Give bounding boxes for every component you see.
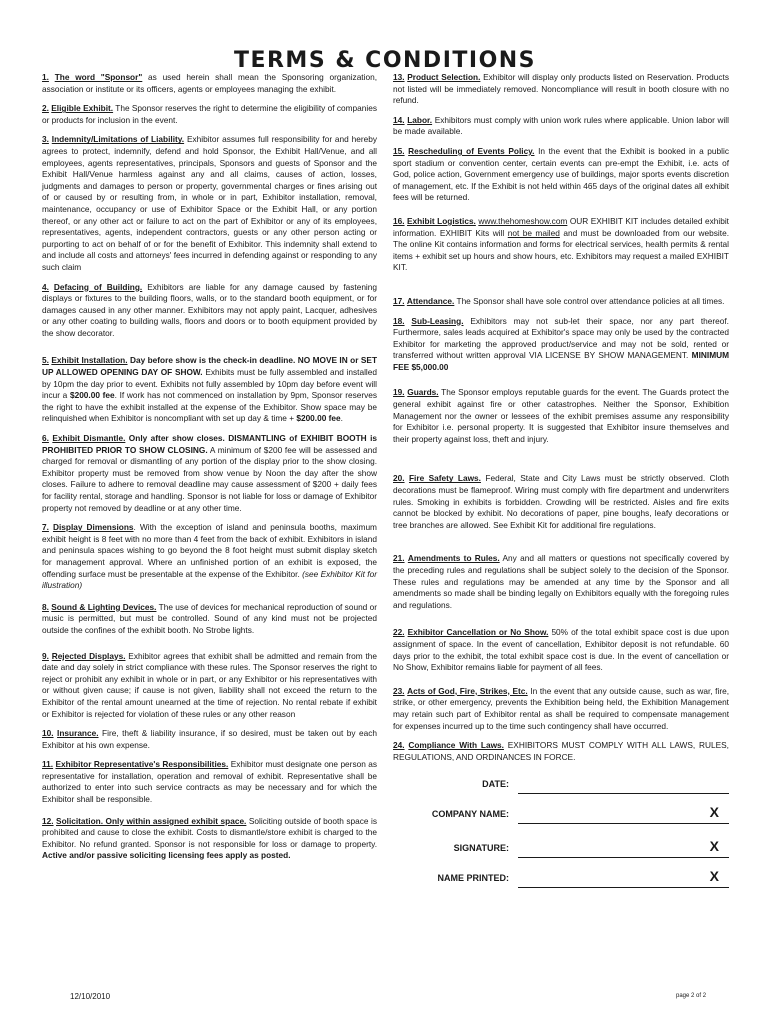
company-row bbox=[393, 804, 729, 839]
section-14 bbox=[393, 115, 729, 138]
section-17 bbox=[393, 296, 729, 308]
section-text: A minimum of $200 fee will be assessed and charged for removal or dismantling of any portion of the display prior to the show closing. Exhibitor property must be removed from show venue by Noon the day after the show closes. Failure to adhere to removal deadline may cause assessment of $200 + daily fees for facility rental, storage and handling. Sponsor is not liable for loss or damage of Exhibitor property not removed by deadline or at any other time. bbox=[42, 444, 377, 513]
name-printed-row bbox=[393, 868, 729, 903]
section-title: Exhibitor Cancellation or No Show. bbox=[407, 627, 549, 638]
section-text: Exhibitor agrees that exhibit shall be admitted and remain from the date and day solely in strict compliance with these rules. The Sponsor reserves the right to reject or prohibit any exhibit in whole or in part, or any Exhibitor or his representatives with or without given cause; if cause is not given, liability shall not exceed the return to the Exhibitor of the rental amount unearned at the time of rejection. No rental rebate if exhibit or Exhibitor is rejected for violation of these rules or any other reason bbox=[42, 650, 377, 719]
section-number: 16. bbox=[393, 215, 405, 226]
section-text: The Sponsor shall have sole control over attendance policies at all times. bbox=[454, 295, 725, 306]
signature-block bbox=[393, 779, 729, 903]
section-text: Exhibits must be fully assembled and installed by 10pm the day prior to event. Exhibits not fully assembled by 10pm day before event will incur a bbox=[42, 367, 377, 401]
section-text: EXHIBITORS MUST COMPLY WITH ALL LAWS, RULES, REGULATIONS, AND ORDINANCES IN FORCE. bbox=[393, 740, 729, 762]
section-text: Exhibitor will display only products listed on Reservation. Products not listed will be immediately removed. Noncompliance will result in booth closure with no refund. bbox=[393, 72, 729, 106]
section-13 bbox=[393, 72, 729, 107]
section-title: Exhibit Dismantle. bbox=[52, 433, 126, 444]
section-text: Exhibitors may not sub-let their space, nor any part thereof. Furthermore, sales leads acquired at Exhibitor's space may only be used by the contracted Exhibitor for marketing the approved product/service and may not be sold, rented or transferred without written approval VIA LICENSE BY SHOW MANAGEMENT. bbox=[393, 315, 729, 361]
section-text: Federal, State and City Laws must be strictly observed. Cloth decorations must be flameproof. Wiring must comply with fire department and underwriters rules. Smoking in exhibits is forbidden. Crowding will be restricted. Aisles and fire exits cannot be blocked by exhibit. No decorations of paper, pine boughs, leafy decorations or tree branches are allowed. See Exhibit Kit for additional fire regulations. bbox=[393, 473, 729, 530]
signature-field[interactable] bbox=[518, 857, 729, 858]
section-text: Fire, theft & liability insurance, if so desired, must be taken out by each Exhibitor at his own expense. bbox=[42, 728, 377, 750]
signature-label: SIGNATURE: bbox=[453, 843, 509, 854]
section-text: as used herein shall mean the Sponsoring organization, association or institute or its officers, agents or employees managing the exhibit. bbox=[42, 72, 377, 94]
section-bold-text: Only after show closes. DISMANTLING of EXHIBIT BOOTH is PROHIBITED PRIOR TO SHOW CLOSING. bbox=[42, 433, 378, 455]
section-number: 4. bbox=[42, 281, 49, 292]
section-20 bbox=[393, 473, 729, 531]
section-text: Exhibitors are liable for any damage caused by fastening displays or fixtures to the building floors, walls, or to the standard booth equipment, or for damages caused in any other manner. Exhibitors may not apply paint, Lacquer, adhesives or any other coating to building walls, floors and doors or to booth equipment provided by the show decorator. bbox=[42, 281, 378, 338]
footer-page-number: page 2 of 2 bbox=[676, 993, 707, 999]
company-name-label: COMPANY NAME: bbox=[431, 809, 509, 820]
section-note: (see Exhibitor Kit for illustration) bbox=[42, 568, 377, 591]
section-number: 1. bbox=[42, 72, 49, 82]
section-title: Insurance. bbox=[57, 728, 99, 739]
section-number: 8. bbox=[42, 601, 49, 612]
section-title: Product Selection. bbox=[407, 72, 481, 82]
section-10 bbox=[42, 728, 377, 751]
section-number: 9. bbox=[42, 650, 49, 661]
section-number: 6. bbox=[42, 433, 49, 444]
section-title: Rejected Displays. bbox=[51, 650, 126, 661]
section-title: Eligible Exhibit. bbox=[51, 103, 114, 114]
section-number: 22. bbox=[393, 627, 405, 638]
section-text: . bbox=[340, 413, 343, 424]
section-title: Amendments to Rules. bbox=[407, 553, 500, 564]
section-number: 20. bbox=[393, 473, 405, 484]
fee-amount: $200.00 fee bbox=[69, 390, 115, 401]
section-11 bbox=[42, 759, 377, 805]
section-number: 21. bbox=[393, 553, 405, 564]
section-1 bbox=[42, 72, 377, 95]
section-number: 11. bbox=[42, 759, 54, 770]
date-row bbox=[393, 779, 729, 809]
section-7 bbox=[42, 522, 377, 592]
section-title: Rescheduling of Events Policy. bbox=[408, 145, 535, 156]
x-mark: X bbox=[709, 868, 719, 885]
section-number: 3. bbox=[42, 134, 49, 145]
section-bold-text: Day before show is the check-in deadline. NO MOVE IN or SET UP ALLOWED OPENING DAY OF SHOW. bbox=[42, 355, 378, 378]
section-title: Display Dimensions bbox=[52, 522, 134, 533]
section-title: Acts of God, Fire, Strikes, Etc. bbox=[407, 685, 528, 696]
section-16 bbox=[393, 216, 729, 274]
section-title: Sub-Leasing. bbox=[411, 315, 464, 326]
section-text: Exhibitor assumes full responsibility for and hereby agrees to protect, indemnify, defend and hold Sponsor, the Exhibit Hall/Venue, and all employees, agents representatives, principals, Sponsors and guests of Sponsor and the Exhibit Hall/Venue harmless against any and all claims, causes of action, losses, judgments and damages to person or property, governmental charges or fines arising out of or caused by or resulting from, in whole or in part, Exhibitor installation, removal, maintenance, occupancy or use of Exhibitor Space or the Exhibit Hall, or any portion thereof, or any other act or failure to act on the part of Exhibitor or any of its employees, representatives, agents, independent contractors, guests or any other person acting or purporting to act on behalf of or for the benefit of Exhibitor. This indemnity shall extend to and include all costs and attorneys' fees incurred in defending against or responding to any such claim bbox=[42, 134, 377, 272]
section-19 bbox=[393, 387, 729, 445]
section-6 bbox=[42, 433, 377, 514]
section-3 bbox=[42, 134, 377, 273]
date-label: DATE: bbox=[482, 779, 509, 790]
section-title: Labor. bbox=[407, 114, 433, 125]
section-number: 23. bbox=[393, 685, 405, 696]
section-text: The Sponsor employs reputable guards for the event. The Guards protect the general exhibit against fire or other catastrophes. Neither the Sponsor, Exhibition Management nor the owner or lessees of the exhibit premises assume any responsibility for Exhibitor i.e. personal property. It is suggested that Exhibitor insure themselves and their property against loss, theft and injury. bbox=[393, 387, 729, 444]
page-title: TERMS & CONDITIONS bbox=[233, 48, 537, 73]
section-title: The word "Sponsor" bbox=[54, 72, 143, 82]
section-title: Defacing of Building. bbox=[53, 281, 143, 292]
section-4 bbox=[42, 282, 377, 340]
section-15 bbox=[393, 146, 729, 204]
x-mark: X bbox=[709, 804, 719, 821]
signature-row bbox=[393, 838, 729, 873]
section-text: Soliciting outside of booth space is prohibited and cause to close the exhibit. Costs to dismantle/store exhibit is charged to the Exhibitor. No refund granted. Sponsor is not responsible for loss or damage to property. bbox=[42, 815, 378, 849]
section-bold-text: Active and/or passive soliciting licensing fees apply as posted. bbox=[42, 850, 291, 861]
section-21 bbox=[393, 553, 729, 611]
section-18 bbox=[393, 316, 729, 374]
section-text: Any and all matters or questions not specifically covered by the preceding rules and regulations shall be subject solely to the decision of the Sponsor. These rules and regulations may be amended at any time by the Sponsor and all amendments so made shall be binding legally on Exhibitors equally with the foregoing rules and regulations. bbox=[393, 553, 729, 610]
section-number: 24. bbox=[393, 740, 405, 751]
fee-amount: MINIMUM FEE $5,000.00 bbox=[393, 350, 730, 372]
footer-date: 12/10/2010 bbox=[70, 992, 111, 1001]
section-title: Attendance. bbox=[406, 295, 455, 306]
section-number: 10. bbox=[42, 728, 54, 739]
section-text: and must be downloaded from our website. The online Kit contains information and forms for electrical services, health permits & rental items + exhibit set up hours and show hours, etc. Exhibitors may request a mailed EXHIBIT KIT. bbox=[393, 227, 729, 273]
left-column bbox=[42, 72, 377, 870]
x-mark: X bbox=[709, 838, 719, 855]
section-23 bbox=[393, 686, 729, 732]
section-text: In the event that any outside cause, such as war, fire, strike, or other emergency, prevents the Exhibition being held, the Exhibition Management may retain such part of Exhibitor rental as shall be required to compensate management for expenses incurred up to the time such contingency shall have occurred. bbox=[393, 685, 730, 731]
section-text: Exhibitor must designate one person as representative for installation, operation and removal of exhibit. Representative shall be authorized to enter into such service contracts as may be necessary and for which the Exhibitor shall be responsible. bbox=[42, 759, 377, 805]
section-number: 2. bbox=[42, 103, 49, 114]
section-text: 50% of the total exhibit space cost is due upon assignment of space. In the event of cancellation, Exhibitor deposit is not refundable. 60 days prior to the exhibit, the total exhibit space cost is due. In the event of cancellation or No Show, Exhibitor remains liable for payment of all fees. bbox=[393, 627, 729, 673]
section-text: In the event that the Exhibit is booked in a public sport stadium or convention center, certain events can pre-empt the Exhibit, i.e. acts of God, police action, Government emergency use of buildings, major sports events discretion of management, etc. If the Exhibit is not held within 465 days of the original dates all exhibit fees will be returned. bbox=[393, 145, 729, 203]
section-text: The use of devices for mechanical reproduction of sound or music is permitted, but must be controlled. Sound of any kind must not be projected outside the confines of the exhibit booth. bbox=[42, 601, 377, 635]
section-number: 13. bbox=[393, 72, 405, 82]
website-link[interactable]: www.thehomeshow.com bbox=[478, 215, 568, 226]
section-number: 15. bbox=[393, 145, 405, 156]
fee-amount: $200.00 fee bbox=[296, 413, 341, 424]
section-title: Exhibitor Representative's Responsibilities. bbox=[55, 759, 229, 770]
section-number: 12. bbox=[42, 815, 54, 826]
section-number: 5. bbox=[42, 355, 49, 366]
section-8 bbox=[42, 602, 377, 637]
section-title: Exhibit Installation. bbox=[51, 355, 128, 366]
section-number: 18. bbox=[393, 315, 405, 326]
section-number: 7. bbox=[42, 522, 49, 533]
section-12 bbox=[42, 816, 377, 862]
name-printed-field[interactable] bbox=[518, 887, 729, 888]
company-name-field[interactable] bbox=[518, 823, 729, 824]
section-2 bbox=[42, 103, 377, 126]
right-column bbox=[393, 72, 729, 903]
section-title: Sound & Lighting Devices. bbox=[51, 601, 157, 612]
section-number: 19. bbox=[393, 387, 405, 398]
section-text: No Strobe lights. bbox=[192, 624, 255, 635]
section-5 bbox=[42, 355, 377, 425]
section-title: Solicitation. Only within assigned exhibit space. bbox=[56, 815, 247, 826]
section-text: OUR EXHIBIT KIT includes detailed exhibit information. EXHIBIT Kits will bbox=[393, 215, 729, 238]
section-22 bbox=[393, 627, 729, 673]
section-title: Compliance With Laws. bbox=[408, 740, 504, 751]
section-text: The Sponsor reserves the right to determine the eligibility of companies or products for inclusion in the event. bbox=[42, 103, 377, 125]
section-text: Exhibitors must comply with union work rules where applicable. Union labor will be made available. bbox=[393, 114, 729, 137]
section-title: Exhibit Logistics. bbox=[407, 215, 476, 226]
section-24 bbox=[393, 740, 729, 763]
section-9 bbox=[42, 651, 377, 721]
emphasis-text: not be mailed bbox=[507, 227, 560, 238]
section-number: 14. bbox=[393, 114, 405, 125]
section-text: . With the exception of island and peninsula booths, maximum exhibit height is 8 feet with no more than 4 feet from the back of exhibit. Exhibitors in island and peninsula spaces wishing to go beyond the 8 foot height must submit display sketch for management approval. Where an unfinished portion of an exhibit is exposed, the offending surface must be presentable at the expense of the Exhibitor. bbox=[42, 522, 377, 579]
section-title: Guards. bbox=[407, 387, 439, 398]
name-printed-label: NAME PRINTED: bbox=[437, 873, 509, 884]
section-title: Fire Safety Laws. bbox=[408, 473, 481, 484]
section-number: 17. bbox=[393, 295, 405, 306]
section-text: . If work has not commenced on installation by 9pm, Sponsor reserves the right to have the exhibit installed at the expense of the Exhibitor. Show space may be relinquished when Exhibitor is noncompliant with set up day & time + bbox=[42, 390, 378, 424]
section-title: Indemnity/Limitations of Liability. bbox=[51, 134, 185, 145]
date-field[interactable] bbox=[518, 793, 729, 794]
